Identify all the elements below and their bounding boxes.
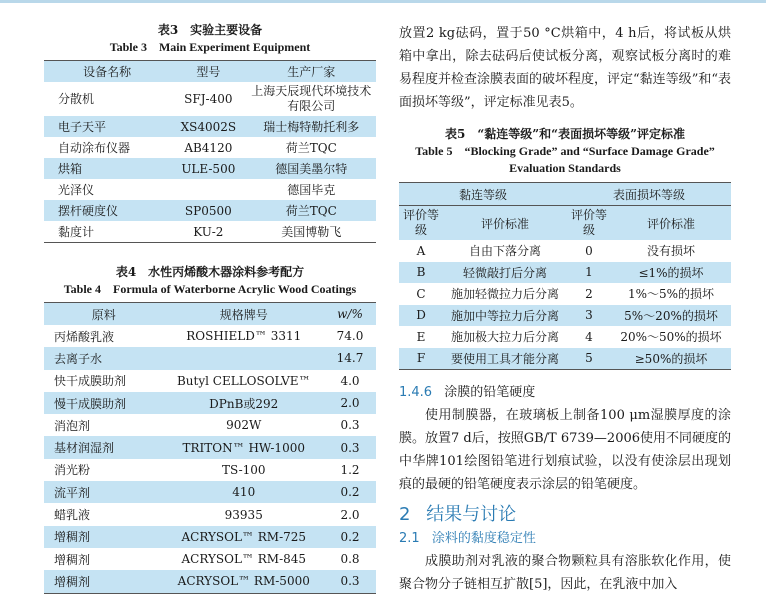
section-1-4-6-paragraph <box>399 404 731 496</box>
table-cell: 轻微敲打后分离 <box>443 262 567 284</box>
table-cell: 0.8 <box>340 552 360 567</box>
section-title: 涂料的黏度稳定性 <box>431 531 536 546</box>
table-cell: 0.2 <box>324 526 376 548</box>
table-cell: 0.3 <box>340 418 360 433</box>
table-cell: 增稠剂 <box>44 570 164 593</box>
section-number: 1.4.6 <box>399 385 433 400</box>
table-row <box>44 436 376 458</box>
table-cell: 93935 <box>224 507 263 522</box>
table4-header: 规格牌号 <box>164 303 324 326</box>
table-cell: 1.2 <box>340 462 360 477</box>
table-cell: 4 <box>585 329 593 344</box>
table-cell: 410 <box>164 481 324 503</box>
table-cell: 美国博勒飞 <box>281 225 342 239</box>
table-cell: KU-2 <box>193 224 224 239</box>
table-cell: 消光粉 <box>54 463 91 478</box>
table4-header: 原料 <box>44 303 164 326</box>
table3-header: 生产厂家 <box>247 61 376 83</box>
table-cell: 基材润湿剂 <box>44 436 164 458</box>
table-row <box>44 459 376 481</box>
table-cell: 摆杆硬度仪 <box>44 200 170 221</box>
table-cell: 自由下落分离 <box>468 244 541 259</box>
table-cell: 要使用工具才能分离 <box>443 348 567 370</box>
table-row <box>44 200 376 221</box>
table-cell: ROSHIELD™ 3311 <box>186 329 302 344</box>
table-cell: ULE-500 <box>170 158 246 179</box>
table-cell: ACRYSOL™ RM-5000 <box>164 570 324 593</box>
table3-caption-cn: 表3 实验主要设备 <box>157 23 263 37</box>
table-cell: B <box>399 262 443 284</box>
section-number: 2.1 <box>399 531 420 546</box>
table-cell: 增稠剂 <box>54 552 91 567</box>
table-cell: 2.0 <box>340 507 360 522</box>
table-cell: 20%～50%的损坏 <box>620 330 722 345</box>
table-cell: 德国毕克 <box>287 183 336 197</box>
table3-header: 型号 <box>170 61 246 83</box>
table-cell: 黏度计 <box>58 225 95 239</box>
table5-group-blocking: 黏连等级 <box>399 183 567 206</box>
intro-paragraph <box>399 22 731 114</box>
table-cell: 施加轻微拉力后分离 <box>450 287 559 302</box>
table-cell: 丙烯酸乳液 <box>54 329 115 344</box>
table3-header: 设备名称 <box>44 61 170 83</box>
table-cell: 1 <box>567 262 611 284</box>
table-cell: 荷兰TQC <box>285 141 337 155</box>
table-cell: 荷兰TQC <box>247 200 376 221</box>
table5-caption-en-1: Table 5 “Blocking Grade” and “Surface Damage Grade” <box>415 144 715 158</box>
table-cell: 电子天平 <box>44 116 170 137</box>
table-cell: 0.3 <box>324 570 376 593</box>
paragraph-text: 成膜助剂对乳液的聚合物颗粒具有溶胀软化作用，使聚合物分子链相互扩散[5]，因此，在乳液中加入 <box>399 554 731 592</box>
table-cell: 14.7 <box>324 347 376 369</box>
table5-caption-cn: 表5 “黏连等级”和“表面损坏等级”评定标准 <box>445 127 685 141</box>
table-row <box>44 481 376 503</box>
table-row <box>399 283 731 305</box>
table5-sub-grade: 评价等级 <box>567 206 611 241</box>
table-cell: 流平剂 <box>44 481 164 503</box>
table-cell: ≤1%的损坏 <box>611 262 731 284</box>
table4 <box>44 302 376 594</box>
table-cell: 2 <box>585 286 593 301</box>
table4-caption-cn: 表4 水性丙烯酸木器涂料参考配方 <box>115 265 305 279</box>
table-cell: 分散机 <box>58 91 95 106</box>
table-cell: E <box>416 329 426 344</box>
table-cell: 施加中等拉力后分离 <box>443 305 567 327</box>
table-cell: 0 <box>585 243 593 258</box>
paragraph-text: 使用制膜器，在玻璃板上制备100 μm湿膜厚度的涂膜。放置7 d后，按照GB/T 6739—2006使用不同硬度的中华牌101绘图铅笔进行划痕试验，以没有使涂层出现划痕的最硬的铅笔硬度表示涂层的铅笔硬度。 <box>399 408 732 492</box>
table-cell: 0.2 <box>324 481 376 503</box>
table-cell: 烘箱 <box>44 158 170 179</box>
table4-header: w/% <box>324 303 376 326</box>
table-cell: 2.0 <box>324 392 376 414</box>
table-row <box>44 116 376 137</box>
table-cell: 上海天辰现代环境技术有限公司 <box>251 84 372 113</box>
table-cell: SFJ-400 <box>184 91 233 106</box>
table-row <box>44 325 376 347</box>
table-cell: 消泡剂 <box>54 418 91 433</box>
table-cell: 增稠剂 <box>44 526 164 548</box>
table-cell: 自动涂布仪器 <box>58 141 131 155</box>
table-cell: DPnB或292 <box>164 392 324 414</box>
table-cell: D <box>399 305 443 327</box>
table-cell <box>170 179 246 200</box>
table-row <box>44 570 376 593</box>
section-2-1-paragraph <box>399 550 731 596</box>
table-cell: 瑞士梅特勒托利多 <box>247 116 376 137</box>
table-row <box>44 370 376 392</box>
table-row <box>399 240 731 262</box>
table-cell: 5%～20%的损坏 <box>611 305 731 327</box>
table-cell: TRITON™ HW-1000 <box>164 436 324 458</box>
section-1-4-6-heading <box>399 384 731 402</box>
table-row <box>44 392 376 414</box>
table-row <box>44 526 376 548</box>
table-cell: TS-100 <box>221 462 266 477</box>
table3 <box>44 60 376 243</box>
section-2-heading <box>399 502 731 528</box>
table-cell: 1%～5%的损坏 <box>627 287 715 302</box>
table-row <box>44 82 376 116</box>
table-cell: F <box>399 348 443 370</box>
table-cell: AB4120 <box>184 140 233 155</box>
table-row <box>399 326 731 348</box>
table-cell: 光泽仪 <box>58 183 95 197</box>
table-row <box>44 221 376 243</box>
table-cell: Butyl CELLOSOLVE™ <box>176 373 311 388</box>
table3-caption-en: Table 3 Main Experiment Equipment <box>109 40 311 54</box>
table-cell: 4.0 <box>340 373 360 388</box>
right-column <box>399 22 731 596</box>
table-cell: 去离子水 <box>44 347 164 369</box>
table-cell <box>164 347 324 369</box>
table-cell: ≥50%的损坏 <box>611 348 731 370</box>
table-cell: 74.0 <box>336 329 364 344</box>
table-cell: 没有损坏 <box>646 244 695 259</box>
table5-sub-criteria: 评价标准 <box>443 206 567 241</box>
table-cell: 3 <box>567 305 611 327</box>
table-cell: 德国美墨尔特 <box>247 158 376 179</box>
table5-caption-en-2: Evaluation Standards <box>509 161 621 175</box>
table-cell: 蜡乳液 <box>54 508 91 523</box>
table-cell: C <box>416 286 426 301</box>
table5-sub-grade: 评价等级 <box>399 206 443 241</box>
table-cell: 5 <box>567 348 611 370</box>
table-row <box>44 503 376 525</box>
table5 <box>399 182 731 370</box>
table-row <box>44 347 376 369</box>
table5-sub-criteria: 评价标准 <box>611 206 731 241</box>
header-rule <box>0 0 766 3</box>
table-cell: 慢干成膜助剂 <box>44 392 164 414</box>
table-cell: SP0500 <box>170 200 246 221</box>
table-row <box>44 158 376 179</box>
table5-group-damage: 表面损坏等级 <box>567 183 731 206</box>
section-number: 2 <box>399 504 411 525</box>
section-title: 结果与讨论 <box>426 504 517 525</box>
table-row <box>399 262 731 284</box>
table-row <box>44 179 376 200</box>
section-2-1-heading <box>399 530 731 548</box>
section-title: 涂膜的铅笔硬度 <box>444 385 536 400</box>
table-cell: 902W <box>226 418 262 433</box>
table-cell: A <box>416 243 426 258</box>
table-cell: XS4002S <box>170 116 246 137</box>
paragraph-text: 放置2 kg砝码，置于50 °C烘箱中，4 h后，将试板从烘箱中拿出，除去砝码后使试板分离，观察试板分离时的难易程度并检查涂膜表面的破坏程度，评定“黏连等级”和“表面损坏等级”，评定标准见表5。 <box>399 26 731 110</box>
table-row <box>44 137 376 158</box>
table4-caption-en: Table 4 Formula of Waterborne Acrylic Wood Coatings <box>63 282 357 296</box>
table-cell: 快干成膜助剂 <box>54 374 127 389</box>
table-row <box>44 548 376 570</box>
table-row <box>399 305 731 327</box>
table-cell: ACRYSOL™ RM-845 <box>181 552 307 567</box>
table-cell: 施加极大拉力后分离 <box>450 330 559 345</box>
table-row <box>44 414 376 436</box>
table-cell: 0.3 <box>324 436 376 458</box>
left-column <box>44 22 376 594</box>
table-row <box>399 348 731 370</box>
table-cell: ACRYSOL™ RM-725 <box>164 526 324 548</box>
